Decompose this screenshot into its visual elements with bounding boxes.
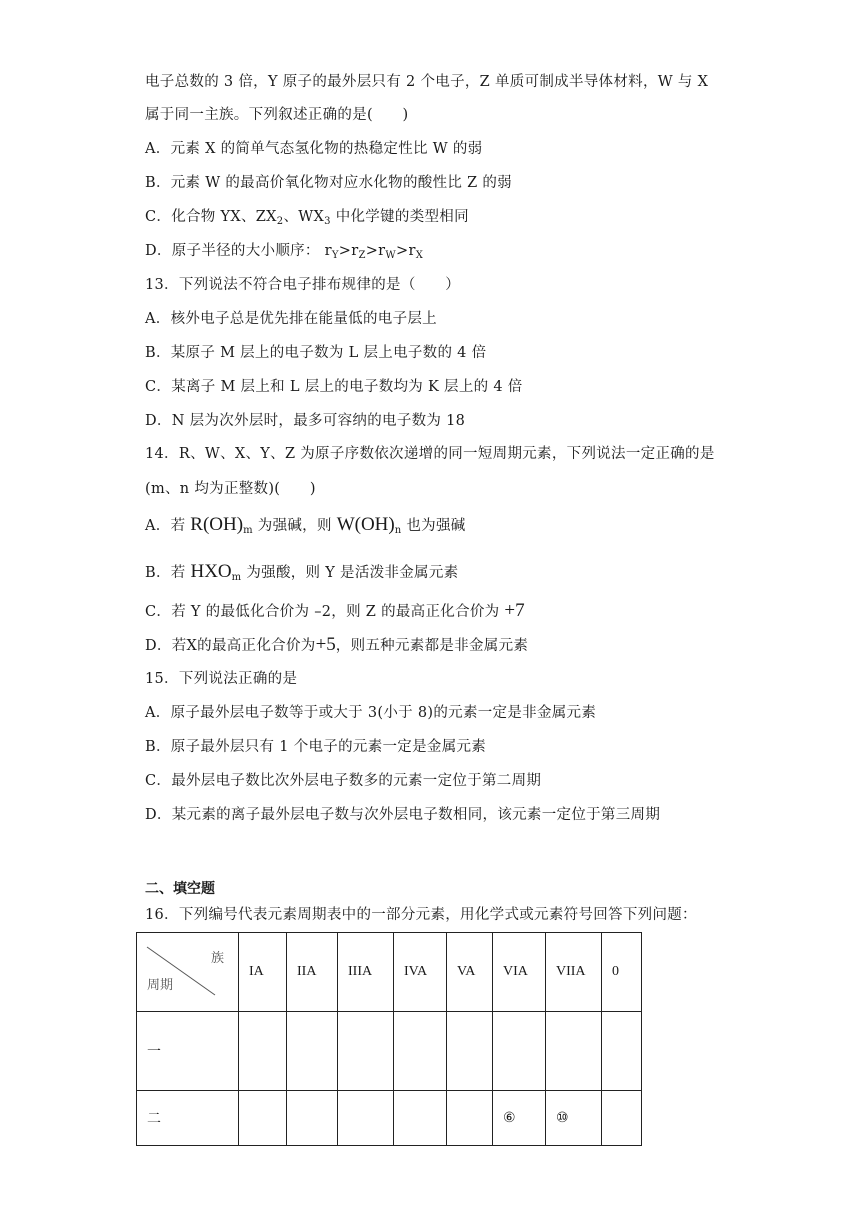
q12-option-d	[145, 241, 423, 261]
period-label: 一	[137, 1012, 239, 1091]
text: ，则五种元素都是非金属元素	[335, 638, 529, 654]
subscript: m	[231, 572, 242, 583]
table-corner-cell	[137, 933, 239, 1012]
text: 为强酸，则 Y 是活泼非金属元素	[241, 565, 459, 581]
text: 为强碱，则	[252, 518, 337, 534]
text: C．若 Y 的最低化合价为	[145, 604, 315, 620]
q14-option-c	[145, 601, 525, 622]
text: >r	[338, 243, 359, 259]
q12-stem-line-1: 电子总数的 3 倍，Y 原子的最外层只有 2 个电子，Z 单质可制成半导体材料，W 与 X	[145, 74, 709, 90]
text: 也为强碱	[401, 518, 466, 534]
table-cell	[239, 1091, 287, 1146]
q15-option-b: B．原子最外层只有 1 个电子的元素一定是金属元素	[145, 739, 487, 755]
header-cell: VA	[447, 933, 493, 1012]
text: B．若	[145, 565, 191, 581]
subscript: Y	[331, 250, 339, 261]
table-cell	[338, 1091, 394, 1146]
table-cell: ⑥	[493, 1091, 546, 1146]
periodic-table-fragment	[136, 932, 642, 1146]
table-cell	[287, 1012, 338, 1091]
q15-option-c: C．最外层电子数比次外层电子数多的元素一定位于第二周期	[145, 773, 542, 789]
value: –2	[314, 604, 332, 620]
table-cell	[602, 1091, 642, 1146]
table-cell: ⑩	[546, 1091, 602, 1146]
table-cell	[447, 1091, 493, 1146]
q14-stem-line-2: (m、n 均为正整数)( )	[145, 481, 316, 497]
q13-option-c: C．某离子 M 层上和 L 层上的电子数均为 K 层上的 4 倍	[145, 379, 523, 395]
q13-option-a: A．核外电子总是优先排在能量低的电子层上	[145, 311, 437, 327]
text: ，则 Z 的最高正化合价为	[331, 604, 505, 620]
header-cell: IVA	[394, 933, 447, 1012]
q15-stem: 15．下列说法正确的是	[145, 671, 298, 687]
q16-stem: 16．下列编号代表元素周期表中的一部分元素，用化学式或元素符号回答下列问题：	[145, 907, 697, 923]
value: +7	[504, 600, 525, 621]
header-cell: IIA	[287, 933, 338, 1012]
q12-stem-line-2: 属于同一主族。下列叙述正确的是( )	[145, 107, 409, 123]
value: +5	[315, 634, 336, 655]
table-header-row	[137, 933, 642, 1012]
q14-option-b	[145, 562, 458, 583]
text: A．若	[145, 518, 191, 534]
text: 、WX	[283, 209, 325, 225]
q13-stem: 13．下列说法不符合电子排布规律的是（ ）	[145, 277, 461, 293]
text: 中化学键的类型相同	[330, 209, 469, 225]
text: D．若X的最高正化合价为	[145, 638, 316, 654]
diagonal-line	[137, 933, 228, 1011]
table-cell	[447, 1012, 493, 1091]
formula: W(OH)	[336, 514, 395, 535]
table-cell	[602, 1012, 642, 1091]
q14-stem-line-1: 14．R、W、X、Y、Z 为原子序数依次递增的同一短周期元素，下列说法一定正确的是	[145, 446, 715, 462]
header-cell: IIIA	[338, 933, 394, 1012]
header-cell: 0	[602, 933, 642, 1012]
subscript: W	[385, 250, 396, 261]
table-cell	[546, 1012, 602, 1091]
q12-option-a: A．元素 X 的简单气态氢化物的热稳定性比 W 的弱	[145, 141, 483, 157]
formula: HXO	[190, 561, 232, 582]
subscript: 2	[276, 216, 284, 227]
table-cell	[338, 1012, 394, 1091]
period-label: 二	[137, 1091, 239, 1146]
q14-option-a	[145, 515, 466, 536]
text: >r	[396, 243, 416, 259]
header-cell: IA	[239, 933, 287, 1012]
text: C．化合物 YX、ZX	[145, 209, 277, 225]
corner-group-label: 族	[210, 951, 224, 966]
q15-option-a: A．原子最外层电子数等于或大于 3(小于 8)的元素一定是非金属元素	[145, 705, 597, 721]
q14-option-d	[145, 635, 528, 656]
subscript: X	[415, 250, 424, 261]
header-cell: VIIA	[546, 933, 602, 1012]
table-cell	[394, 1012, 447, 1091]
table-cell	[394, 1091, 447, 1146]
subscript: 3	[324, 216, 331, 227]
text: D．原子半径的大小顺序： r	[145, 243, 332, 259]
section-title: 二、填空题	[145, 881, 215, 897]
table-cell	[239, 1012, 287, 1091]
subscript: m	[243, 525, 253, 536]
subscript: n	[394, 525, 402, 536]
formula: R(OH)	[190, 514, 244, 535]
table-cell	[493, 1012, 546, 1091]
corner-period-label: 周期	[147, 978, 174, 993]
q13-option-b: B．某原子 M 层上的电子数为 L 层上电子数的 4 倍	[145, 345, 487, 361]
q12-option-c	[145, 207, 469, 227]
q15-option-d: D．某元素的离子最外层电子数与次外层电子数相同，该元素一定位于第三周期	[145, 807, 661, 823]
q12-option-b: B．元素 W 的最高价氧化物对应水化物的酸性比 Z 的弱	[145, 175, 512, 191]
table-cell	[287, 1091, 338, 1146]
header-cell: VIA	[493, 933, 546, 1012]
text: >r	[365, 243, 386, 259]
q13-option-d: D．N 层为次外层时，最多可容纳的电子数为 18	[145, 413, 466, 429]
subscript: Z	[358, 250, 366, 261]
table-row	[137, 1012, 642, 1091]
table-row	[137, 1091, 642, 1146]
